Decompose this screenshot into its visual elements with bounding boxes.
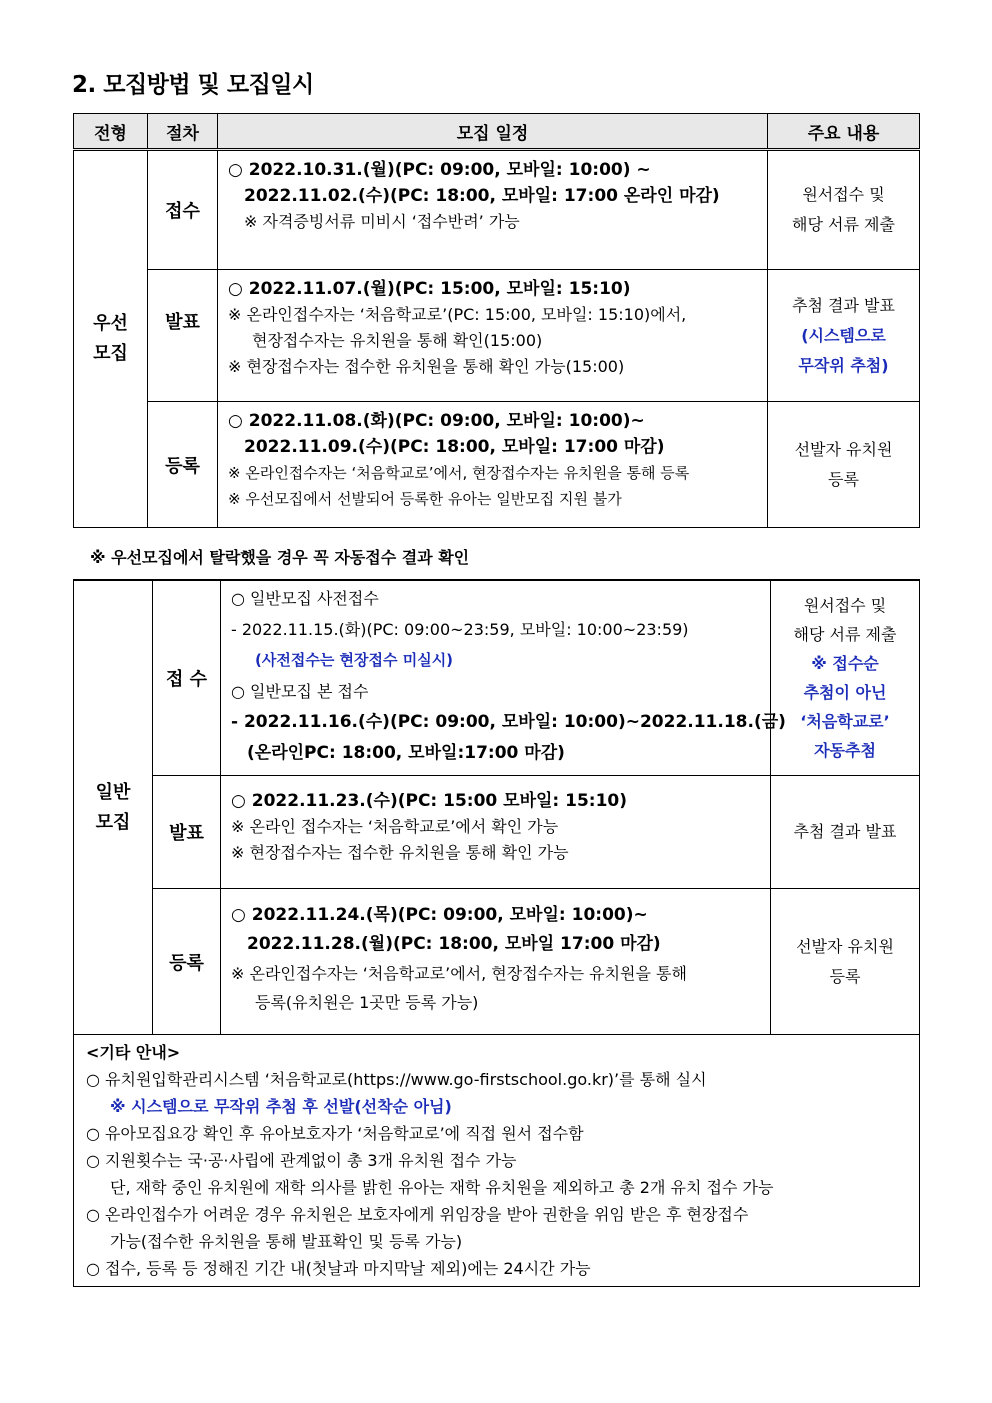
general-schedule-table <box>73 579 920 1287</box>
description-cell: 원서접수 및 해당 서류 제출 ※ 접수순 추첨이 아닌 ‘처음학교로’ 자동추첨 <box>771 580 920 776</box>
schedule-cell: ○ 2022.11.24.(목)(PC: 09:00, 모바일: 10:00)~ 2022.11.28.(월)(PC: 18:00, 모바일 17:00 마감) ※ 온라인접수자는 ‘처음학교로’에서, 현장접수자는 유치원을 통해 등록(유치원은 1곳만 등록 가능) <box>221 889 771 1035</box>
description-cell: 추첨 결과 발표 (시스템으로 무작위 추첨) <box>768 270 920 402</box>
description-cell: 원서접수 및 해당 서류 제출 <box>768 150 920 270</box>
misc-heading: <기타 안내> <box>86 1043 181 1062</box>
table-row <box>74 776 920 889</box>
header-type: 전형 <box>74 114 148 150</box>
table-row <box>74 402 920 528</box>
schedule-cell: ○ 2022.11.23.(수)(PC: 15:00 모바일: 15:10) ※ 온라인 접수자는 ‘처음학교로’에서 확인 가능 ※ 현장접수자는 접수한 유치원을 통해 확인 가능 <box>221 776 771 889</box>
header-step: 절차 <box>148 114 218 150</box>
step-label: 접 수 <box>153 580 221 776</box>
misc-row <box>74 1035 920 1287</box>
schedule-cell: ○ 2022.11.07.(월)(PC: 15:00, 모바일: 15:10) ※ 온라인접수자는 ‘처음학교로’(PC: 15:00, 모바일: 15:10)에서, 현장접수자는 유치원을 통해 확인(15:00) ※ 현장접수자는 접수한 유치원을 통해 확인 가능(15:00) <box>218 270 768 402</box>
priority-schedule-table <box>73 113 920 528</box>
table-row <box>74 150 920 270</box>
table-row <box>74 580 920 776</box>
section-title: 2. 모집방법 및 모집일시 <box>72 72 314 98</box>
step-label: 등록 <box>153 889 221 1035</box>
table-row <box>74 889 920 1035</box>
description-cell: 선발자 유치원 등록 <box>771 889 920 1035</box>
schedule-cell: ○ 2022.10.31.(월)(PC: 09:00, 모바일: 10:00) ~ 2022.11.02.(수)(PC: 18:00, 모바일: 17:00 온라인 마감) ※ 자격증빙서류 미비시 ‘접수반려’ 가능 <box>218 150 768 270</box>
description-cell: 추첨 결과 발표 <box>771 776 920 889</box>
step-label: 접수 <box>148 150 218 270</box>
description-cell: 선발자 유치원 등록 <box>768 402 920 528</box>
table-row <box>74 270 920 402</box>
priority-note: ※ 우선모집에서 탈락했을 경우 꼭 자동접수 결과 확인 <box>90 548 470 567</box>
header-content: 주요 내용 <box>768 114 920 150</box>
step-label: 등록 <box>148 402 218 528</box>
category-general: 일반 모집 <box>74 580 153 1035</box>
schedule-cell: ○ 일반모집 사전접수 - 2022.11.15.(화)(PC: 09:00~23:59, 모바일: 10:00~23:59) (사전접수는 현장접수 미실시) ○ 일반모집 본 접수 - 2022.11.16.(수)(PC: 09:00, 모바일: 10:00)~2022.11.18.(금) (온라인PC: 18:00, 모바일:17:00 마감) <box>221 580 771 776</box>
step-label: 발표 <box>153 776 221 889</box>
step-label: 발표 <box>148 270 218 402</box>
category-priority: 우선 모집 <box>74 150 148 528</box>
schedule-cell: ○ 2022.11.08.(화)(PC: 09:00, 모바일: 10:00)~ 2022.11.09.(수)(PC: 18:00, 모바일: 17:00 마감) ※ 온라인접수자는 ‘처음학교로’에서, 현장접수자는 유치원을 통해 등록 ※ 우선모집에서 선발되어 등록한 유아는 일반모집 지원 불가 <box>218 402 768 528</box>
table-header-row <box>74 114 920 150</box>
misc-info: <기타 안내> ○ 유치원입학관리시스템 ‘처음학교로(https://www.go-firstschool.go.kr)’를 통해 실시 ※ 시스템으로 무작위 추첨 후 선발(선착순 아님) ○ 유아모집요강 확인 후 유아보호자가 ‘처음학교로’에 직접 원서 접수함 ○ 지원횟수는 국·공·사립에 관계없이 총 3개 유치원 접수 가능 단, 재학 중인 유치원에 재학 의사를 밝힌 유아는 재학 유치원을 제외하고 총 2개 유치 접수 가능 ○ 온라인접수가 어려운 경우 유치원은 보호자에게 위임장을 받아 권한을 위임 받은 후 현장접수 가능(접수한 유치원을 통해 발표확인 및 등록 가능) ○ 접수, 등록 등 정해진 기간 내(첫날과 마지막날 제외)에는 24시간 가능 <box>74 1035 920 1287</box>
header-schedule: 모집 일정 <box>218 114 768 150</box>
